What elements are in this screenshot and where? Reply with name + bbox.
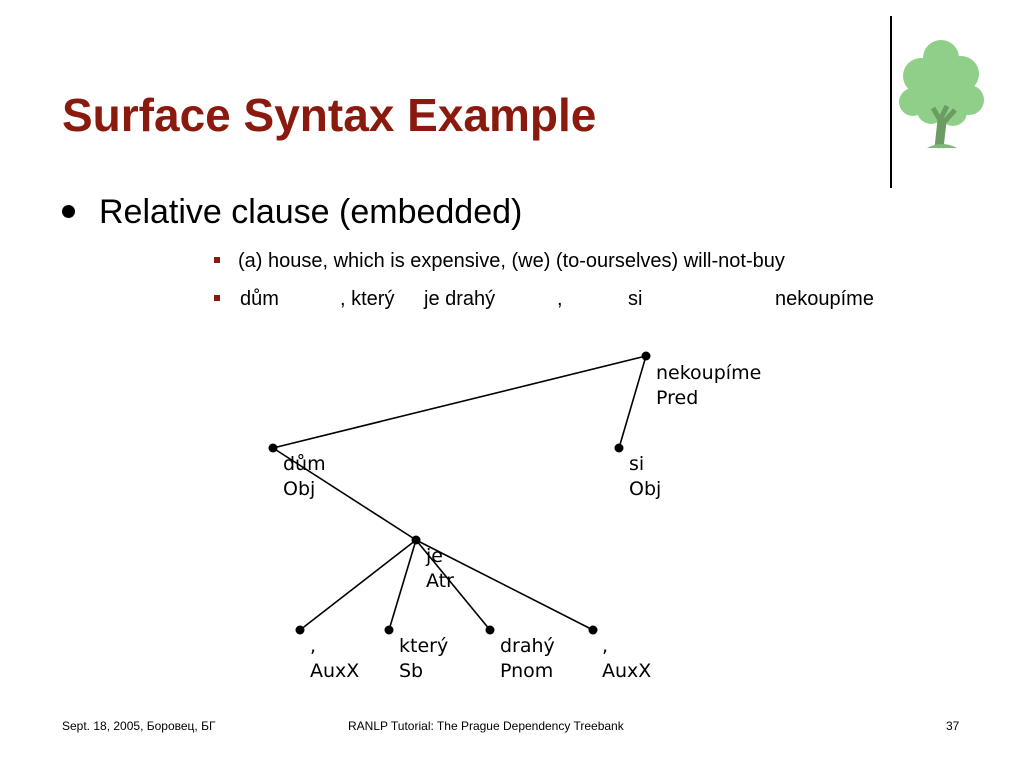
node-form: , bbox=[310, 635, 317, 657]
sentence-word: , který bbox=[340, 288, 395, 310]
node-afun: Obj bbox=[629, 478, 662, 500]
node-afun: Sb bbox=[399, 660, 424, 682]
slide-title: Surface Syntax Example bbox=[62, 89, 597, 141]
tree-node bbox=[269, 444, 278, 453]
sentence-word: si bbox=[628, 288, 643, 310]
footer-date-location: Sept. 18, 2005, Боровец, БГ bbox=[62, 719, 216, 733]
node-form: dům bbox=[283, 453, 326, 475]
sentence-word: nekoupíme bbox=[775, 288, 874, 310]
node-form: nekoupíme bbox=[656, 362, 762, 384]
node-afun: Obj bbox=[283, 478, 316, 500]
footer-slide-number: 37 bbox=[946, 719, 960, 733]
tree-edge bbox=[273, 356, 646, 448]
tree-node bbox=[486, 626, 495, 635]
tree-edge bbox=[300, 540, 416, 630]
tree-node bbox=[412, 536, 421, 545]
tree-edge bbox=[389, 540, 416, 630]
node-afun: Atr bbox=[426, 570, 454, 592]
footer-tutorial-title: RANLP Tutorial: The Prague Dependency Treebank bbox=[348, 719, 624, 733]
tree-node bbox=[385, 626, 394, 635]
tree-node bbox=[615, 444, 624, 453]
bullet-text: Relative clause (embedded) bbox=[99, 193, 523, 231]
tree-node bbox=[296, 626, 305, 635]
node-form: , bbox=[602, 635, 609, 657]
node-afun: Pnom bbox=[500, 660, 554, 682]
tree-edge bbox=[619, 356, 646, 448]
sentence-word: je drahý bbox=[424, 288, 496, 310]
node-form: který bbox=[399, 635, 449, 657]
node-form: si bbox=[629, 453, 645, 475]
tree-node bbox=[589, 626, 598, 635]
node-afun: AuxX bbox=[310, 660, 360, 682]
sentence-word: , bbox=[557, 288, 563, 310]
node-form: je bbox=[426, 545, 443, 567]
tree-node bbox=[642, 352, 651, 361]
subbullet-gloss-text: (a) house, which is expensive, (we) (to-ourselves) will-not-buy bbox=[238, 250, 785, 272]
node-form: drahý bbox=[500, 635, 555, 657]
node-afun: Pred bbox=[656, 387, 699, 409]
node-afun: AuxX bbox=[602, 660, 652, 682]
sentence-word: dům bbox=[240, 288, 279, 310]
